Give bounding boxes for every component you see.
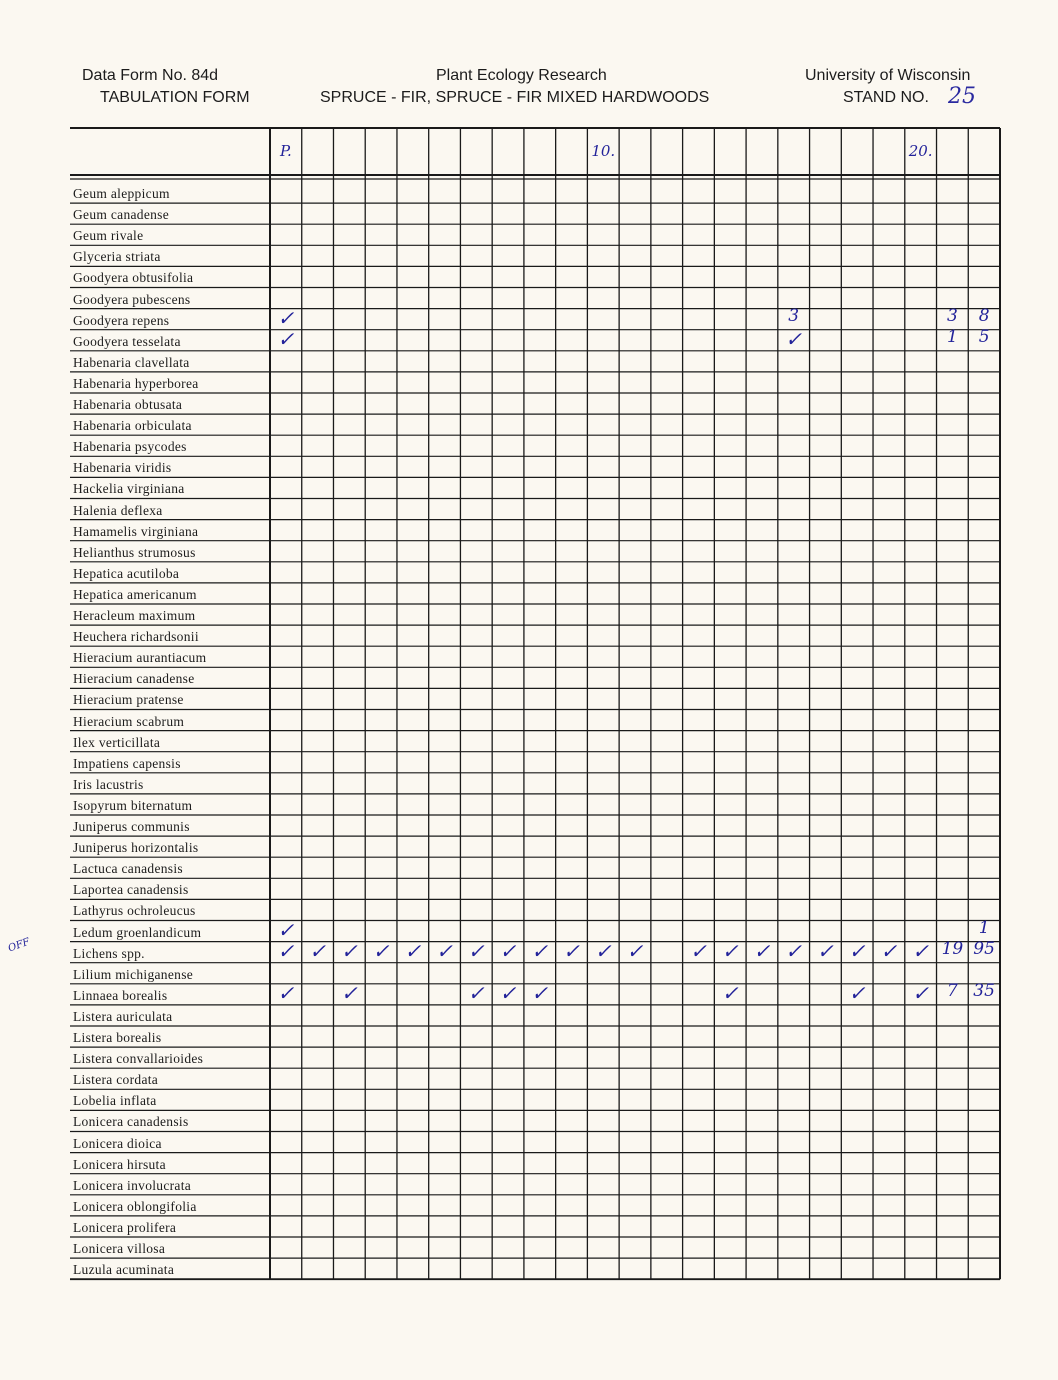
check-mark: ✓ (785, 326, 803, 351)
check-mark: ✓ (531, 980, 549, 1005)
check-mark: ✓ (467, 980, 485, 1005)
species-name: Lobelia inflata (73, 1093, 157, 1109)
form-type: TABULATION FORM (100, 89, 250, 106)
species-name: Hieracium aurantiacum (73, 650, 207, 666)
check-mark: ✓ (912, 980, 930, 1005)
check-mark: ✓ (626, 938, 644, 963)
species-name: Hepatica acutiloba (73, 565, 180, 581)
tally-value: 3 (788, 305, 800, 326)
check-mark: ✓ (499, 980, 517, 1005)
species-name: Isopyrum biternatum (73, 797, 193, 813)
species-name: Goodyera obtusifolia (73, 270, 194, 286)
check-mark: ✓ (467, 938, 485, 963)
species-name: Hepatica americanum (73, 586, 197, 602)
species-name: Lactuca canadensis (73, 861, 183, 877)
species-name: Iris lacustris (73, 776, 144, 792)
tally-value: 35 (973, 980, 995, 1001)
check-mark: ✓ (372, 938, 390, 963)
check-mark: ✓ (880, 938, 898, 963)
species-name: Helianthus strumosus (73, 544, 196, 560)
species-name: Lilium michiganense (73, 966, 194, 982)
species-name: Habenaria obtusata (73, 397, 183, 412)
species-name: Geum canadense (73, 207, 170, 223)
species-name: Lonicera oblongifolia (73, 1198, 197, 1214)
check-mark: ✓ (563, 938, 580, 963)
species-name: Lonicera involucrata (73, 1177, 192, 1193)
margin-scribble: OFF (6, 936, 32, 955)
species-name: Habenaria orbiculata (73, 418, 192, 434)
tally-value: 3 (946, 305, 958, 326)
species-name: Ledum groenlandicum (73, 924, 202, 940)
species-name: Hieracium canadense (73, 671, 195, 687)
check-mark: ✓ (690, 938, 707, 963)
species-name: Lichens spp. (73, 945, 145, 961)
species-name: Lonicera hirsuta (73, 1156, 166, 1172)
tally-value: 5 (978, 326, 990, 347)
check-mark: ✓ (594, 938, 612, 963)
species-name: Listera borealis (73, 1030, 162, 1045)
check-mark: ✓ (721, 980, 739, 1005)
form-number: Data Form No. 84d (82, 67, 219, 84)
species-name: Impatiens capensis (73, 755, 181, 771)
species-name: Listera convallarioides (73, 1051, 204, 1067)
check-mark: ✓ (848, 938, 866, 963)
species-name: Heuchera richardsonii (73, 629, 199, 645)
species-name: Hieracium pratense (73, 692, 184, 708)
tally-value: 1 (946, 326, 958, 347)
tally-value: 8 (978, 305, 990, 326)
check-mark: ✓ (436, 938, 453, 963)
species-name: Habenaria hyperborea (73, 375, 199, 391)
organization-title: Plant Ecology Research (436, 67, 607, 84)
check-mark: ✓ (531, 938, 549, 963)
stand-number-value: 25 (948, 84, 976, 109)
species-name: Luzula acuminata (73, 1262, 175, 1278)
species-name: Lonicera villosa (73, 1241, 166, 1256)
column-header: 20. (908, 142, 933, 160)
species-name: Goodyera pubescens (73, 291, 191, 307)
species-name: Glyceria striata (73, 249, 161, 265)
tally-value: 1 (978, 917, 990, 938)
check-mark: ✓ (912, 938, 930, 963)
check-mark: ✓ (277, 938, 295, 963)
form-subtitle: SPRUCE - FIR, SPRUCE - FIR MIXED HARDWOODS (320, 89, 710, 106)
check-mark: ✓ (404, 938, 422, 963)
species-name: Hieracium scabrum (73, 713, 185, 729)
check-mark: ✓ (340, 938, 358, 963)
species-name: Linnaea borealis (73, 987, 168, 1003)
check-mark: ✓ (309, 938, 326, 963)
species-name: Lathyrus ochroleucus (73, 903, 196, 919)
species-name: Ilex verticillata (73, 734, 161, 750)
species-name: Lonicera canadensis (73, 1114, 189, 1130)
tally-value: 19 (941, 938, 964, 959)
tally-value: 7 (946, 980, 958, 1001)
check-mark: ✓ (277, 326, 295, 351)
column-header: P. (279, 142, 292, 160)
species-name: Goodyera repens (73, 312, 170, 328)
species-name: Lonicera prolifera (73, 1219, 177, 1235)
check-mark: ✓ (721, 938, 739, 963)
check-mark: ✓ (753, 938, 771, 963)
check-mark: ✓ (817, 938, 834, 963)
check-mark: ✓ (277, 917, 295, 942)
species-name: Lonicera dioica (73, 1135, 162, 1151)
species-name: Hamamelis virginiana (73, 523, 199, 539)
check-mark: ✓ (785, 938, 803, 963)
species-name: Goodyera tesselata (73, 333, 181, 349)
species-name: Geum rivale (73, 228, 144, 244)
species-name: Heracleum maximum (73, 608, 196, 623)
species-name: Halenia deflexa (73, 502, 163, 518)
stand-number-label: STAND NO. (843, 89, 929, 106)
species-name: Laportea canadensis (73, 882, 189, 898)
university-name: University of Wisconsin (805, 67, 971, 84)
check-mark: ✓ (499, 938, 517, 963)
check-mark: ✓ (848, 980, 866, 1005)
species-name: Geum aleppicum (73, 186, 170, 201)
species-name: Listera cordata (73, 1072, 159, 1088)
species-name: Hackelia virginiana (73, 481, 185, 497)
species-name: Habenaria clavellata (73, 354, 190, 370)
species-name: Juniperus horizontalis (73, 840, 199, 856)
tally-value: 95 (973, 938, 995, 959)
species-name: Listera auriculata (73, 1008, 173, 1024)
check-mark: ✓ (277, 980, 295, 1005)
species-name: Juniperus communis (73, 819, 190, 834)
check-mark: ✓ (340, 980, 358, 1005)
species-name: Habenaria viridis (73, 460, 172, 476)
column-header: 10. (591, 142, 616, 160)
species-name: Habenaria psycodes (73, 439, 187, 455)
check-mark: ✓ (277, 305, 295, 330)
